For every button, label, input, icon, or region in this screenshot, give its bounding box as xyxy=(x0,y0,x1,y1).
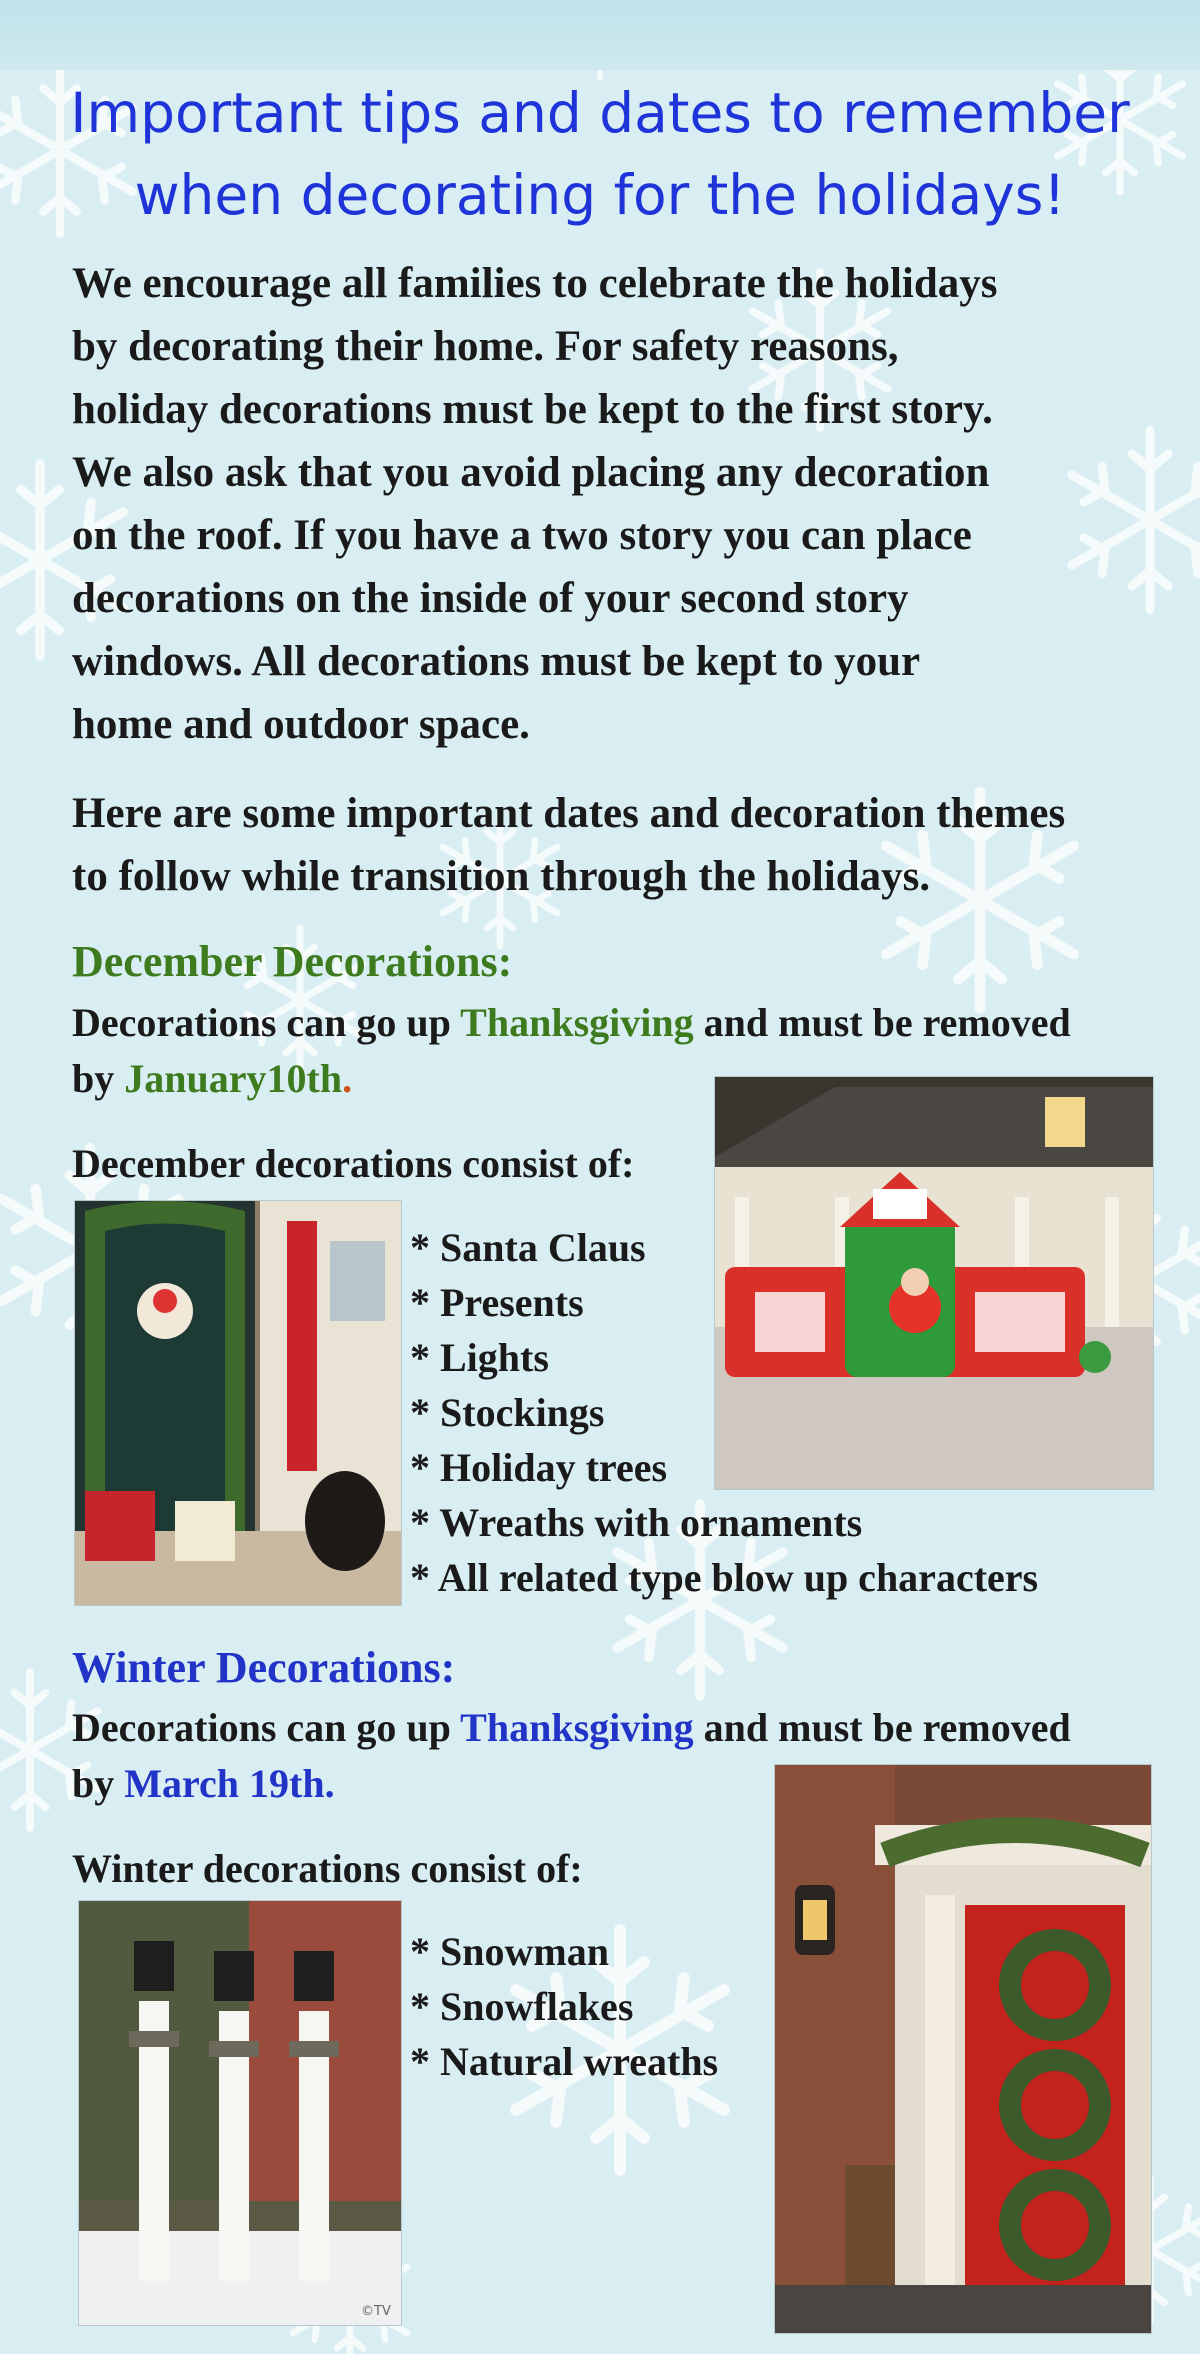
winter-end-date: March 19th. xyxy=(124,1761,335,1806)
merry-porch-photo xyxy=(74,1200,402,1606)
list-item: * Holiday trees xyxy=(410,1445,668,1490)
intro-line: by decorating their home. For safety reasons, xyxy=(72,323,899,370)
title-line-1: Important tips and dates to remember xyxy=(70,81,1130,145)
intro-line: We encourage all families to celebrate the holidays xyxy=(72,260,998,307)
list-item: * Snowman xyxy=(410,1929,609,1974)
list-item: * Snowflakes xyxy=(410,1984,634,2029)
intro-line: We also ask that you avoid placing any decoration xyxy=(72,449,990,496)
page-title xyxy=(40,72,1160,236)
list-item: * Santa Claus xyxy=(410,1225,646,1270)
december-end-punct: . xyxy=(342,1056,353,1101)
december-consist-label: December decorations consist of: xyxy=(72,1141,635,1186)
red-door-wreath-photo xyxy=(774,1764,1152,2334)
intro-line: home and outdoor space. xyxy=(72,701,530,748)
snowman-posts-photo xyxy=(78,1900,402,2326)
list-item: * All related type blow up characters xyxy=(410,1555,1039,1600)
december-rule-line-2 xyxy=(72,1055,352,1102)
winter-rule-by: by xyxy=(72,1761,125,1806)
winter-rule-text: Decorations can go up xyxy=(72,1705,461,1750)
winter-start-event: Thanksgiving xyxy=(460,1705,694,1750)
december-rule-line-1 xyxy=(72,999,1071,1046)
winter-consist-label: Winter decorations consist of: xyxy=(72,1846,583,1891)
winter-heading: Winter Decorations: xyxy=(72,1643,456,1692)
top-banner xyxy=(0,0,1200,70)
intro-paragraph xyxy=(72,252,1152,756)
winter-rule-line-2 xyxy=(72,1760,335,1807)
december-items-list xyxy=(410,1220,1038,1605)
december-heading: December Decorations: xyxy=(72,937,513,986)
december-rule-by: by xyxy=(72,1056,125,1101)
december-start-event: Thanksgiving xyxy=(460,1000,694,1045)
list-item: * Wreaths with ornaments xyxy=(410,1500,863,1545)
list-item: * Lights xyxy=(410,1335,549,1380)
winter-items-list xyxy=(410,1924,718,2089)
watermark-text: ©TV xyxy=(361,2304,391,2319)
december-rule-mid: and must be removed xyxy=(693,1000,1071,1045)
intro-line: holiday decorations must be kept to the first story. xyxy=(72,386,993,433)
list-item: * Presents xyxy=(410,1280,584,1325)
december-rule-text: Decorations can go up xyxy=(72,1000,461,1045)
dates-intro-line: Here are some important dates and decoration themes xyxy=(72,790,1066,837)
december-end-date: January10th xyxy=(124,1056,343,1101)
list-item: * Natural wreaths xyxy=(410,2039,719,2084)
list-item: * Stockings xyxy=(410,1390,605,1435)
winter-rule-line-1 xyxy=(72,1704,1071,1751)
dates-intro-paragraph xyxy=(72,782,1152,908)
intro-line: on the roof. If you have a two story you can place xyxy=(72,512,972,559)
dates-intro-line: to follow while transition through the holidays. xyxy=(72,853,931,900)
intro-line: windows. All decorations must be kept to your xyxy=(72,638,921,685)
winter-rule-mid: and must be removed xyxy=(693,1705,1071,1750)
intro-line: decorations on the inside of your second story xyxy=(72,575,909,622)
title-line-2: when decorating for the holidays! xyxy=(134,163,1066,227)
